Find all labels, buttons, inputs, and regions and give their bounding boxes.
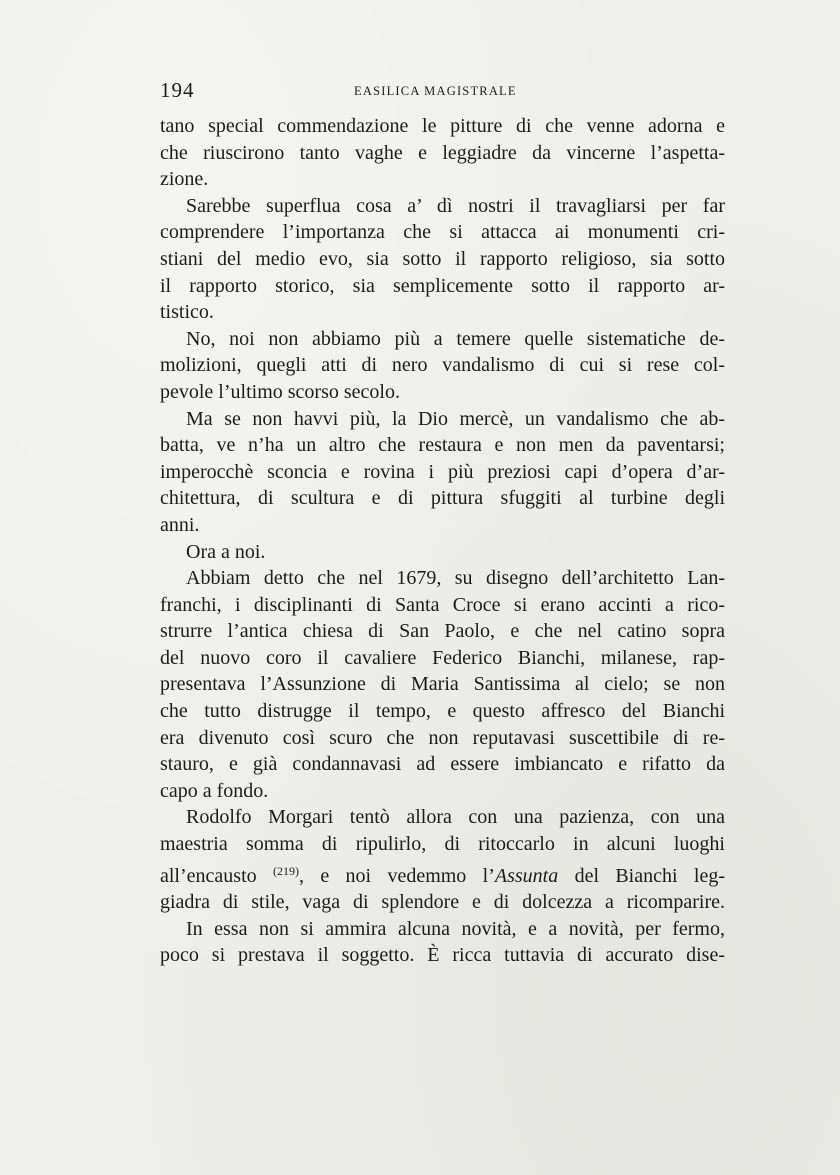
paragraph [160,113,725,193]
text-line: che riuscirono tanto vaghe e leggiadre da vincerne l’aspetta- [160,141,725,164]
text-line: comprendere l’importanza che si attacca ai monumenti cri- [160,221,725,244]
text-line: Sarebbe superflua cosa a’ dì nostri il travagliarsi per far [186,194,725,217]
italic-title: Assunta [494,864,559,887]
text-line: del nuovo coro il cavaliere Federico Bianchi, milanese, rap- [160,646,725,669]
text-line: strurre l’antica chiesa di San Paolo, e che nel catino sopra [160,620,725,643]
paragraph [160,916,725,969]
paragraph [160,565,725,804]
text-segment: all’encausto [160,864,273,887]
text-line: poco si prestava il soggetto. È ricca tuttavia di accurato dise- [160,944,725,967]
text-line: anni. [160,513,200,536]
text-line: molizioni, quegli atti di nero vandalismo di cui si rese col- [160,354,725,377]
text-line: maestria somma di ripulirlo, di ritoccarlo in alcuni luoghi [160,833,725,856]
running-title: EASILICA MAGISTRALE [354,84,517,98]
footnote-reference: (219) [272,863,299,878]
text-line: pevole l’ultimo scorso secolo. [160,380,400,403]
paragraph [160,804,725,915]
text-line: stiani del medio evo, sia sotto il rapporto religioso, sia sotto [160,247,725,270]
text-line: No, noi non abbiamo più a temere quelle sistematiche de- [186,327,725,350]
paragraph [160,406,725,539]
paragraph [160,539,725,566]
text-line: chitettura, di scultura e di pittura sfuggiti al turbine degli [160,487,725,510]
text-line: franchi, i disciplinanti di Santa Croce si erano accinti a rico- [160,593,725,616]
paragraph [160,193,725,326]
text-line: Ora a noi. [186,540,266,563]
text-line: imperocchè sconcia e rovina i più preziosi capi d’opera d’ar- [160,460,725,483]
text-line: capo a fondo. [160,779,269,802]
text-line: giadra di stile, vaga di splendore e di dolcezza a ricomparire. [160,891,725,914]
text-segment: , e noi vedemmo l’ [298,864,495,887]
text-line: il rapporto storico, sia semplicemente sotto il rapporto ar- [160,274,725,297]
text-segment: del Bianchi leg- [558,864,725,887]
text-line: Abbiam detto che nel 1679, su disegno dell’architetto Lan- [186,567,725,590]
body-text [160,113,725,969]
page-header [160,78,725,108]
paragraph [160,326,725,406]
text-line: batta, ve n’ha un altro che restaura e non men da paventarsi; [160,434,725,457]
text-line: In essa non si ammira alcuna novità, e a novità, per fermo, [186,917,725,940]
text-line: che tutto distrugge il tempo, e questo affresco del Bianchi [160,700,725,723]
text-line: zione. [160,168,209,191]
text-line [160,858,725,890]
text-line: presentava l’Assunzione di Maria Santissima al cielo; se non [160,673,725,696]
page-number: 194 [160,78,195,102]
text-line: tistico. [160,301,214,324]
text-line: era divenuto così scuro che non reputavasi suscettibile di re- [160,726,725,749]
text-line: stauro, e già condannavasi ad essere imbiancato e rifatto da [160,753,725,776]
text-line: Rodolfo Morgari tentò allora con una pazienza, con una [186,806,725,829]
text-line: tano special commendazione le pitture di che venne adorna e [160,115,725,137]
text-line: Ma se non havvi più, la Dio mercè, un vandalismo che ab- [186,407,725,430]
